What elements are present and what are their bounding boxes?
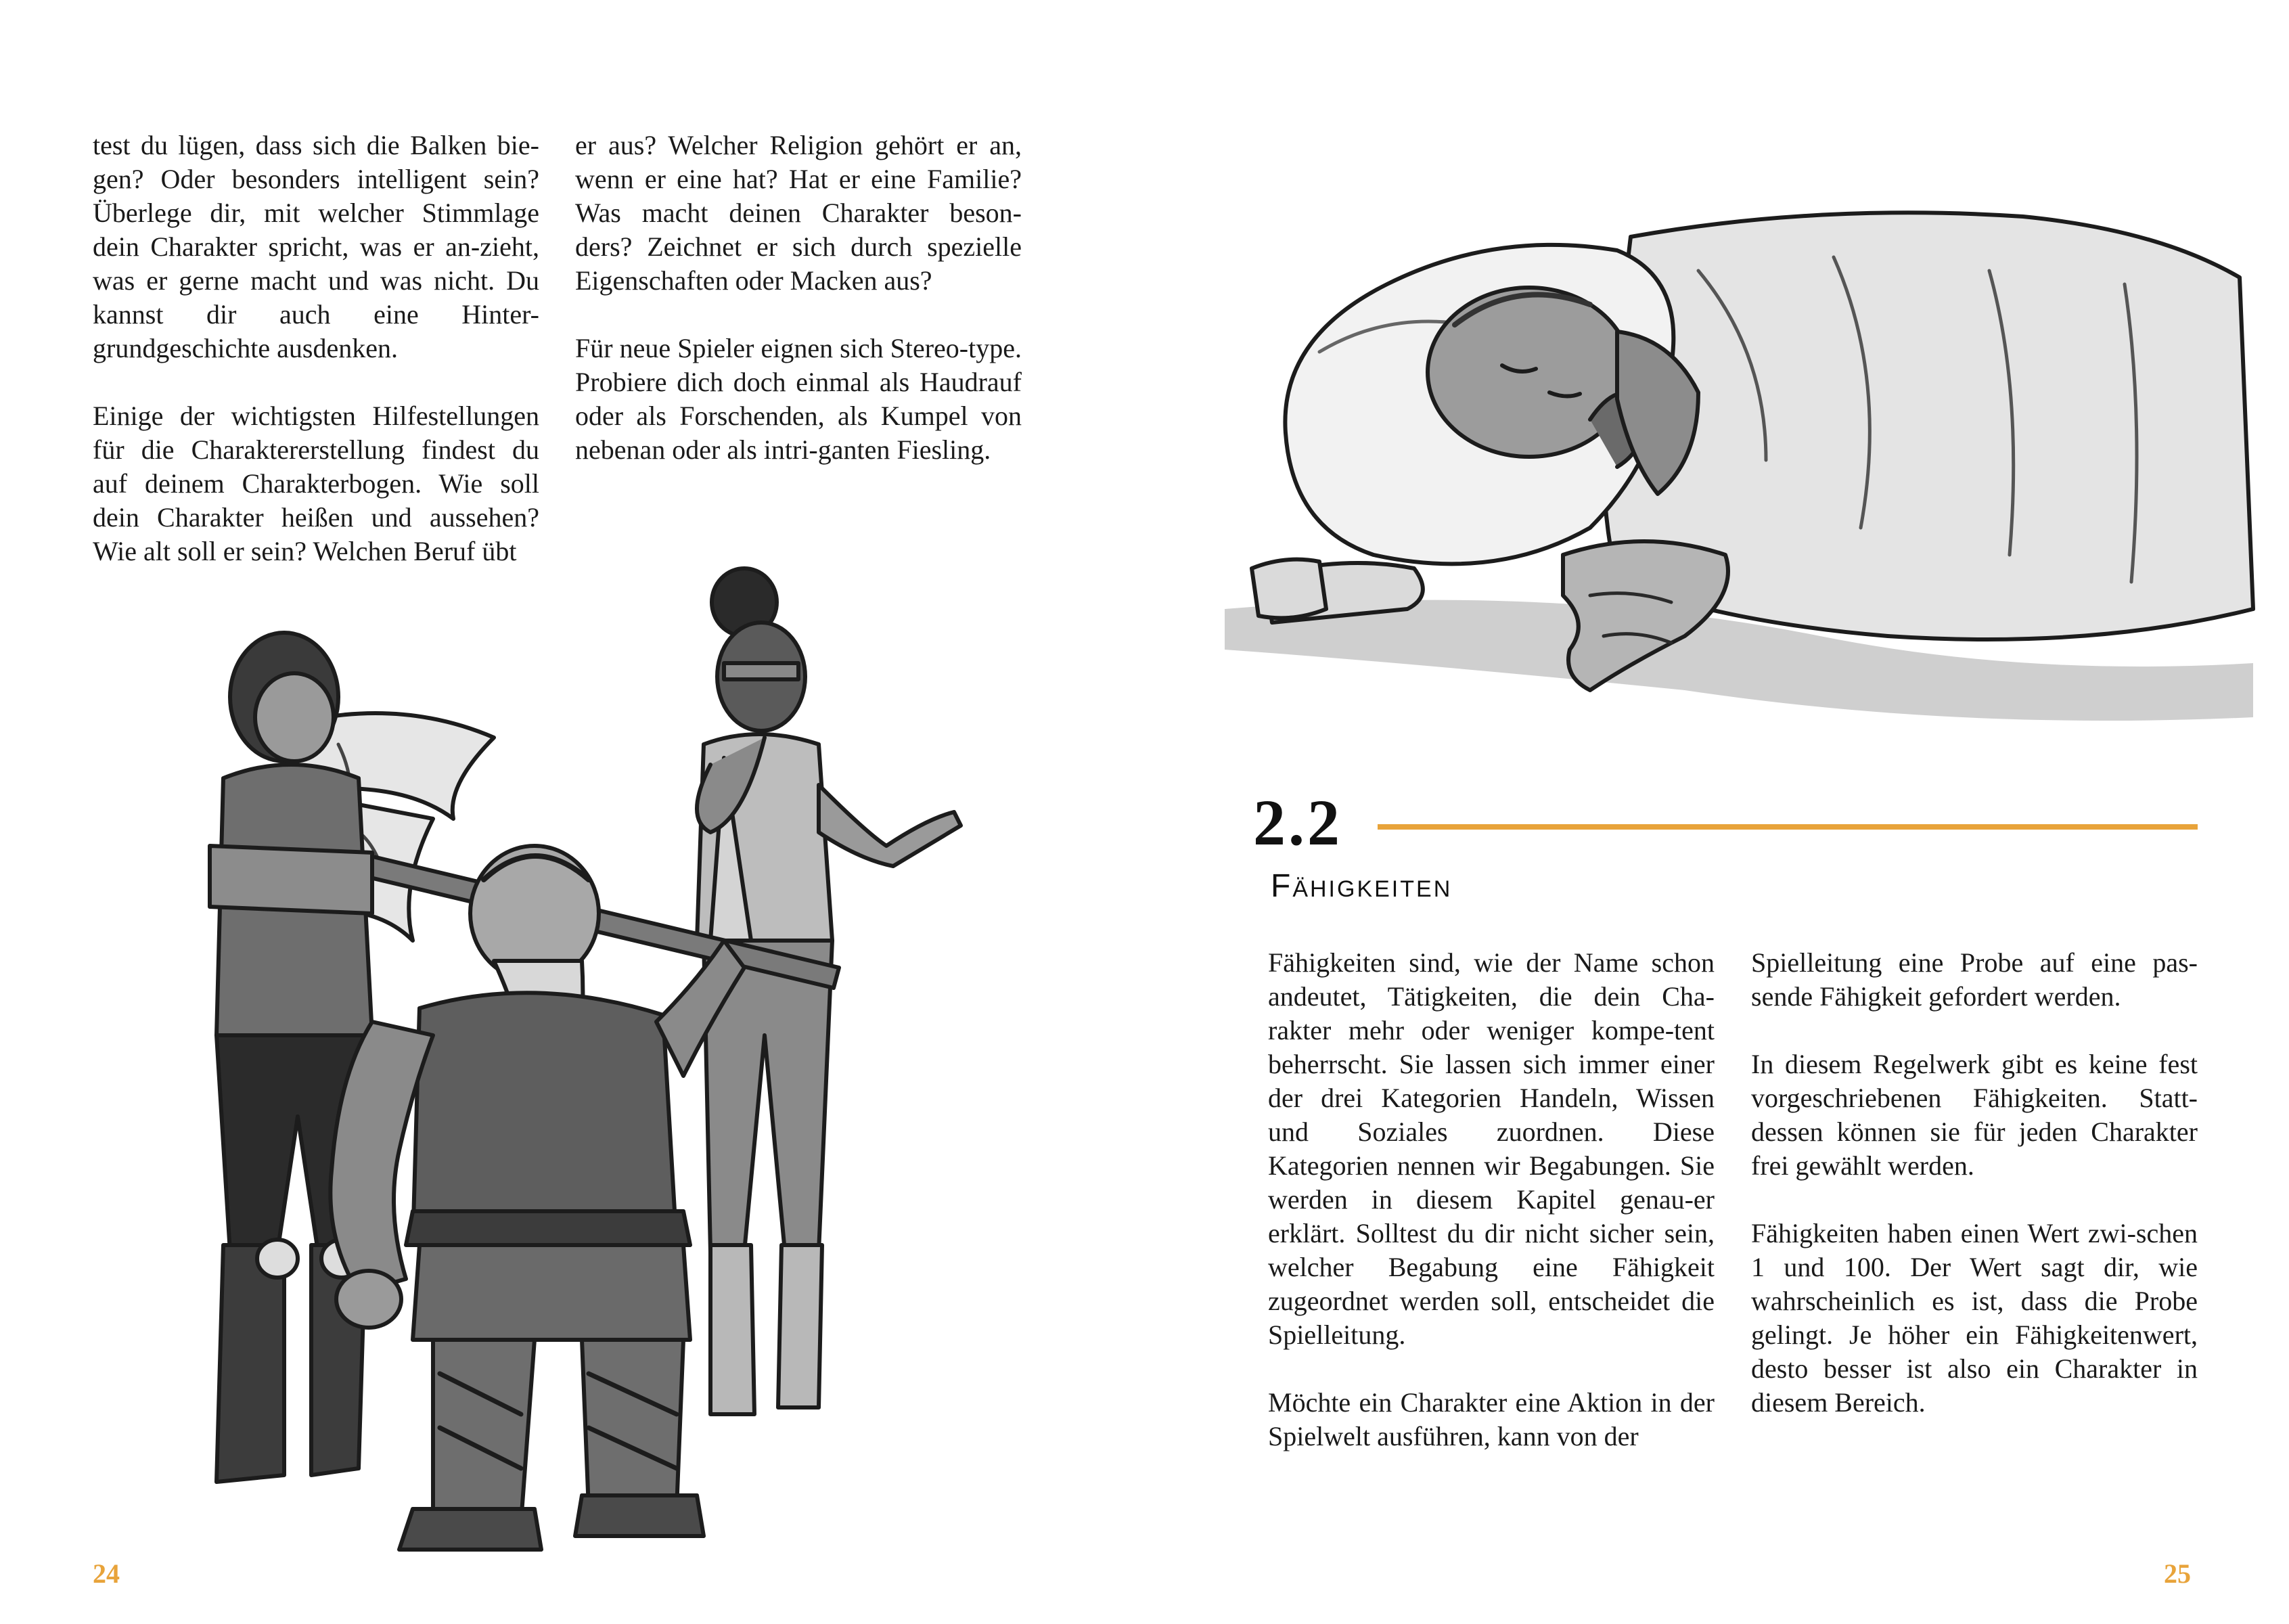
sleeping-man-illustration (1211, 176, 2267, 744)
page-number-right: 25 (2164, 1558, 2191, 1589)
adventurers-group-illustration (115, 562, 1076, 1563)
paragraph: Für neue Spieler eignen sich Stereo-type. Probiere dich doch einmal als Haudrauf oder als Forschenden, als Kumpel von nebenan oder als intri-ganten Fiesling. (575, 333, 1022, 465)
section-title: Fähigkeiten (1271, 868, 1453, 904)
paragraph: Spielleitung eine Probe auf eine pas-sende Fähigkeit gefordert werden. (1751, 947, 2198, 1012)
left-column-2 (575, 129, 1022, 467)
paragraph: test du lügen, dass sich die Balken bie-gen? Oder besonders intelligent sein? Überlege dir, mit welcher Stimmlage dein Charakter spricht, was er an-zieht, was er gerne macht und was nicht. Du kannst dir auch eine Hinter-grundgeschichte ausdenken. (93, 130, 539, 363)
right-column-2 (1751, 946, 2198, 1420)
page-number-left: 24 (93, 1558, 120, 1589)
left-column-1 (93, 129, 539, 568)
right-column-1 (1268, 946, 1715, 1453)
paragraph: Einige der wichtigsten Hilfestellungen für die Charaktererstellung findest du auf deinem Charakterbogen. Wie soll dein Charakter heißen und aussehen? Wie alt soll er sein? Welchen Beruf übt (93, 401, 539, 566)
paragraph: Fähigkeiten sind, wie der Name schon andeutet, Tätigkeiten, die dein Cha-rakter mehr oder weniger kompe-tent beherrscht. Sie lassen sich immer einer der drei Kategorien Handeln, Wissen und Soziales zuordnen. Diese Kategorien nennen wir Begabungen. Sie werden in diesem Kapitel genau-er erklärt. Solltest du dir nicht sicher sein, welcher Begabung eine Fähigkeit zugeordnet werden soll, entscheidet die Spielleitung. (1268, 947, 1715, 1350)
paragraph: er aus? Welcher Religion gehört er an, wenn er eine hat? Hat er eine Familie? Was macht deinen Charakter beson-ders? Zeichnet er sich durch spezielle Eigenschaften oder Macken aus? (575, 130, 1022, 296)
paragraph: In diesem Regelwerk gibt es keine fest vorgeschriebenen Fähigkeiten. Statt-dessen können sie für jeden Charakter frei gewählt werden. (1751, 1049, 2198, 1181)
paragraph: Möchte ein Charakter eine Aktion in der Spielwelt ausführen, kann von der (1268, 1387, 1715, 1451)
section-rule (1378, 824, 2198, 830)
paragraph: Fähigkeiten haben einen Wert zwi-schen 1 und 100. Der Wert sagt dir, wie wahrscheinlich es ist, dass die Probe gelingt. Je höher ein Fähigkeitenwert, desto besser ist also ein Charakter in diesem Bereich. (1751, 1218, 2198, 1418)
chapter-number: 2.2 (1253, 786, 1342, 859)
